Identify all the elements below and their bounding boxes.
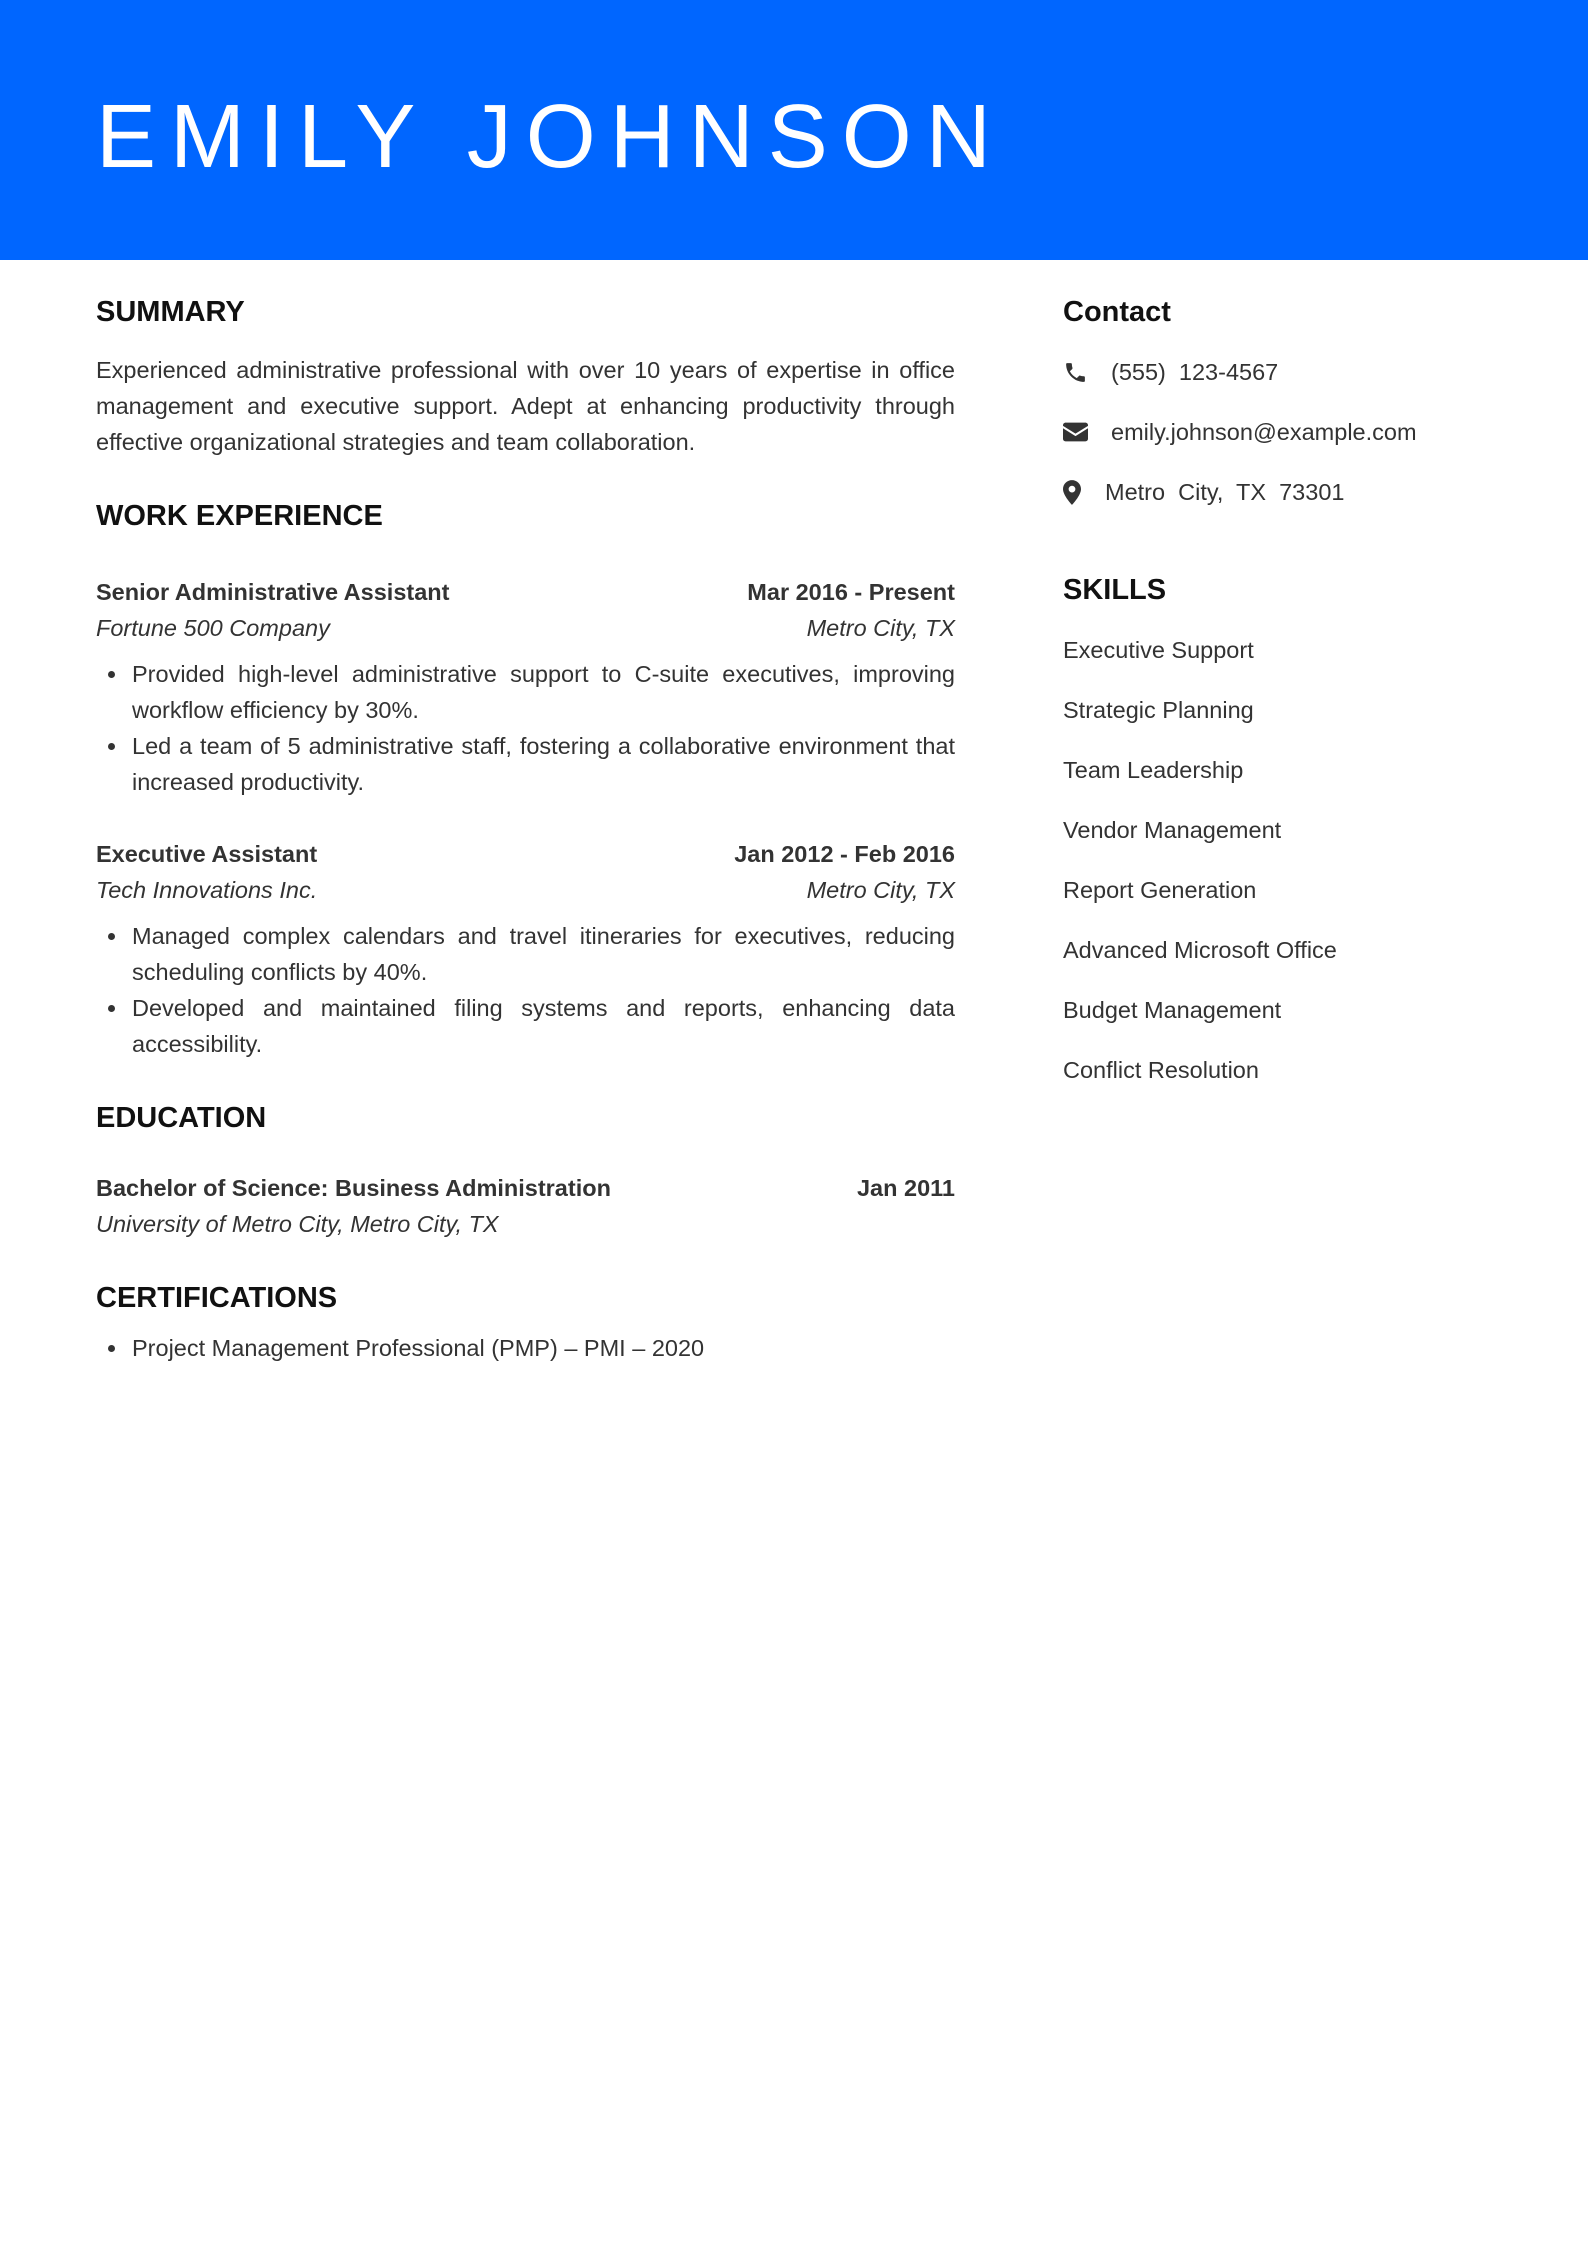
map-marker-icon — [1063, 474, 1105, 510]
certifications-section — [96, 1276, 955, 1366]
contact-section — [1063, 290, 1503, 510]
skill-item: Report Generation — [1063, 877, 1257, 903]
summary-text: Experienced administrative professional with over 10 years of expertise in office management and executive support. Adept at enhancing productivity through effective organizational strategies and team collaboration. — [96, 357, 955, 455]
work-experience-heading: WORK EXPERIENCE — [96, 500, 383, 532]
contact-heading: Contact — [1063, 296, 1171, 328]
contact-address — [1063, 474, 1503, 510]
phone-number: (555) 123-4567 — [1111, 358, 1279, 385]
job-company: Tech Innovations Inc. — [96, 877, 318, 903]
skill-item: Strategic Planning — [1063, 697, 1254, 723]
bullet-item: Provided high-level administrative support to C-suite executives, improving workflow efficiency by 30%. — [132, 656, 955, 728]
job-dates: Jan 2012 - Feb 2016 — [734, 841, 955, 867]
skill-item: Advanced Microsoft Office — [1063, 937, 1337, 963]
job-location: Metro City, TX — [806, 615, 955, 641]
bullet-item: Developed and maintained filing systems and reports, enhancing data accessibility. — [132, 990, 955, 1062]
phone-icon — [1063, 354, 1111, 390]
bullet-item: Led a team of 5 administrative staff, fostering a collaborative environment that increased productivity. — [132, 728, 955, 800]
bullet-item: Managed complex calendars and travel itineraries for executives, reducing scheduling conflicts by 40%. — [132, 918, 955, 990]
job-bullets — [96, 656, 955, 800]
summary-section — [96, 290, 955, 460]
main-column — [96, 290, 955, 1366]
skill-item: Conflict Resolution — [1063, 1057, 1259, 1083]
job-entry — [96, 836, 955, 1062]
degree: Bachelor of Science: Business Administration — [96, 1175, 611, 1201]
skill-item: Executive Support — [1063, 637, 1254, 663]
summary-heading: SUMMARY — [96, 296, 245, 328]
school: University of Metro City, Metro City, TX — [96, 1211, 499, 1237]
contact-list — [1063, 354, 1503, 510]
skills-heading: SKILLS — [1063, 574, 1167, 606]
skill-item: Budget Management — [1063, 997, 1282, 1023]
education-section — [96, 1096, 955, 1242]
job-dates: Mar 2016 - Present — [747, 579, 955, 605]
job-entry — [96, 574, 955, 800]
job-location: Metro City, TX — [806, 877, 955, 903]
skill-item: Team Leadership — [1063, 757, 1244, 783]
skills-section — [1063, 568, 1503, 1088]
certification-list — [96, 1330, 955, 1366]
header-banner — [0, 0, 1588, 260]
skills-list — [1063, 632, 1503, 1088]
work-experience-section — [96, 494, 955, 1062]
contact-email — [1063, 414, 1503, 450]
address: Metro City, TX 73301 — [1105, 478, 1345, 505]
job-title: Senior Administrative Assistant — [96, 579, 450, 605]
sidebar-column — [1063, 290, 1503, 1112]
skill-item: Vendor Management — [1063, 817, 1282, 843]
contact-phone — [1063, 354, 1503, 390]
email-address: emily.johnson@example.com — [1111, 418, 1417, 445]
certifications-heading: CERTIFICATIONS — [96, 1282, 338, 1314]
certification-item: Project Management Professional (PMP) – PMI – 2020 — [132, 1330, 955, 1366]
job-bullets — [96, 918, 955, 1062]
graduation-date: Jan 2011 — [856, 1175, 955, 1201]
envelope-icon — [1063, 414, 1111, 450]
job-company: Fortune 500 Company — [96, 615, 330, 641]
education-heading: EDUCATION — [96, 1102, 267, 1134]
candidate-name: EMILY JOHNSON — [96, 87, 1005, 187]
education-entry — [96, 1170, 955, 1242]
job-title: Executive Assistant — [96, 841, 318, 867]
